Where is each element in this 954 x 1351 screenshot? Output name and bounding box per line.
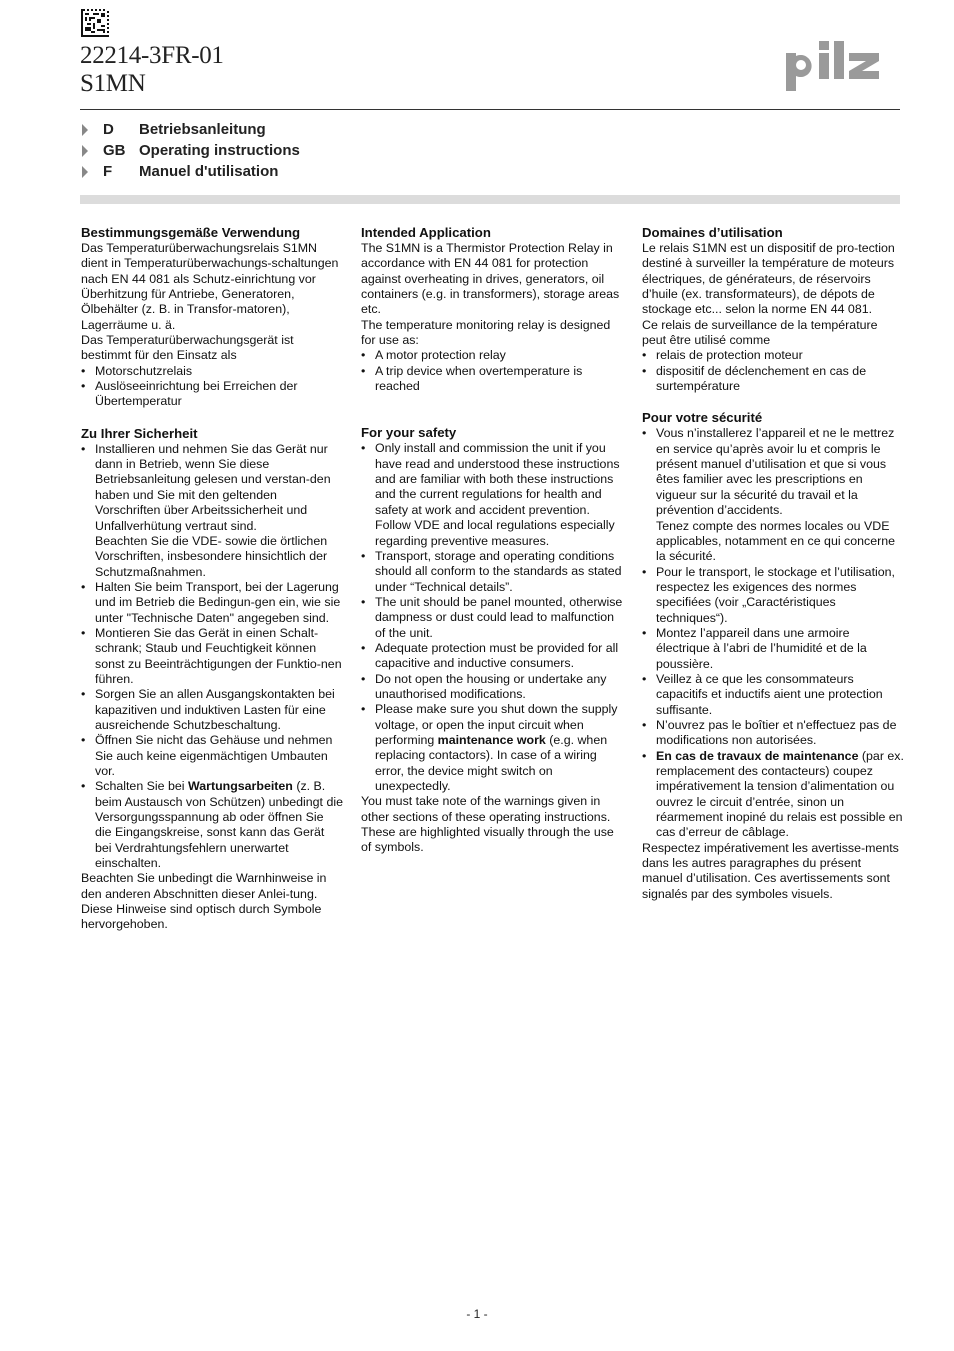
section-title-application: Intended Application: [361, 225, 491, 240]
safety-list: [642, 426, 904, 840]
list-item-text: (e.g. when replacing contactors). In case of a wiring error, the device might switch on unexpectedly.: [375, 732, 608, 793]
column-french: [642, 225, 904, 902]
safety-closing-paragraph: You must take note of the warnings given in other sections of these operating instructions. These are highlighted visually through the use of symbols.: [361, 794, 614, 855]
safety-closing-paragraph: Beachten Sie unbedingt die Warnhinweise in den anderen Abschnitten dieser Anlei-tung. Diese Hinweise sind optisch durch Symbole hervorgehoben.: [81, 871, 327, 932]
section-title-safety: Zu Ihrer Sicherheit: [81, 425, 198, 441]
list-item: [642, 426, 904, 564]
list-item: • Veillez à ce que les consommateurs capacitifs et inductifs aient une protection suffisante.: [642, 672, 904, 718]
section-title-safety: Pour votre sécurité: [642, 410, 763, 426]
list-item-text: (par ex. remplacement des contacteurs) coupez impérativement la tension d’alimentation ou ouvrez le circuit d’entrée, sinon un réarmement inopiné du relais est possible en cas d’erreur de câblage.: [656, 748, 904, 840]
language-item-f[interactable]: [82, 161, 300, 182]
list-item: • The unit should be panel mounted, otherwise dampness or dust could lead to malfunction of the unit.: [361, 595, 623, 641]
datamatrix-code-icon: [81, 9, 109, 37]
list-item: [81, 442, 343, 580]
header-divider: [80, 109, 900, 110]
list-item: • Öffnen Sie nicht das Gehäuse und nehmen Sie auch keine eigenmächtigen Umbauten vor.: [81, 733, 343, 779]
language-code: F: [103, 163, 113, 180]
application-paragraph: Das Temperaturüberwachungsrelais S1MN dient in Temperaturüberwachungs-schaltungen nach EN 44 081 als Schutz-einrichtung vor Überhitzung für Antriebe, Generatoren, Ölbehälter (z. B. in Transfor-matoren), Lagerräume u. ä.: [81, 241, 339, 332]
list-item-text: (z. B. beim Austausch von Schützen) unbedingt die Versorgungsspannung ab oder öffnen Sie die Eingangskreise, sonst kann das Gerät bei Verdrahtungsfehlern unerwartet einschalten.: [95, 779, 343, 871]
document-header: [80, 42, 224, 98]
language-list: [82, 119, 300, 182]
language-item-de[interactable]: [82, 119, 300, 140]
column-english: [361, 225, 623, 856]
list-item-note: Tenez compte des normes locales ou VDE applicables, notamment en ce qui concerne la sécurité.: [656, 518, 896, 564]
language-label: Manuel d'utilisation: [139, 163, 279, 180]
list-item: • Pour le transport, le stockage et l’utilisation, respectez les exigences des normes specifiées (voir „Caractéristiques techniques“).: [642, 565, 904, 626]
pilz-logo: [786, 41, 902, 91]
section-title-application: Domaines d’utilisation: [642, 225, 783, 240]
list-item: [361, 702, 623, 794]
application-list: [81, 364, 343, 410]
application-paragraph: Le relais S1MN est un dispositif de pro-tection destiné à surveiller la température de moteurs électriques, de générateurs, de réservoirs d’huile (ex. transformateurs), de dépots de stockage etc... selon la norme EN 44 081.: [642, 241, 895, 317]
emphasis-text: maintenance work: [437, 732, 546, 747]
list-item: • relais de protection moteur: [642, 348, 904, 363]
list-item: • Motorschutzrelais: [81, 364, 343, 379]
page-number: - 1 -: [466, 1307, 488, 1321]
list-item: [642, 749, 904, 841]
application-paragraph: Das Temperaturüberwachungsgerät ist bestimmt für den Einsatz als: [81, 333, 294, 363]
list-item: • N’ouvrez pas le boîtier et n'effectuez pas de modifications non autorisées.: [642, 718, 904, 749]
section-title-safety: For your safety: [361, 425, 457, 441]
list-item: • Auslöseeinrichtung bei Erreichen der Übertemperatur: [81, 379, 343, 410]
language-label: Operating instructions: [139, 142, 300, 159]
application-paragraph: The temperature monitoring relay is designed for use as:: [361, 317, 611, 348]
list-item: • Sorgen Sie an allen Ausgangskontakten bei kapazitiven und induktiven Lasten für eine ausreichende Schutzbeschaltung.: [81, 687, 343, 733]
list-item: • A trip device when overtemperature is reached: [361, 364, 623, 395]
application-list: [642, 348, 904, 394]
safety-closing-paragraph: Respectez impérativement les avertisse-ments dans les autres paragraphes du présent manuel d’utilisation. Ces avertissements sont signalés par des symboles visuels.: [642, 840, 899, 901]
application-paragraph: Ce relais de surveillance de la température peut être utilisé comme: [642, 317, 878, 348]
arrow-right-icon: [82, 166, 88, 178]
list-item-text: Vous n’installerez l’appareil et ne le mettrez en service qu’après avoir lu et compris le présent manuel d’utilisation et que si vous êtes familier avec les prescriptions en vigueur sur la sécurité du travail et la prévention d’accidents.: [656, 426, 895, 518]
list-item-note: Follow VDE and local regulations especially regarding preventive measures.: [375, 518, 615, 548]
language-code: GB: [103, 142, 126, 159]
language-label: Betriebsanleitung: [139, 121, 266, 138]
list-item: [361, 441, 623, 548]
emphasis-text: En cas de travaux de maintenance: [656, 748, 859, 763]
safety-list: [361, 441, 623, 794]
document-number: 22214-3FR-01: [80, 42, 224, 69]
list-item-text: Installieren und nehmen Sie das Gerät nur dann in Betrieb, wenn Sie diese Betriebsanleitung gelesen und verstan-den haben und Sie mit den geltenden Vorschriften über Arbeitssicherheit und Unfallverhütung vertraut sind.: [95, 441, 331, 533]
list-item: • Do not open the housing or undertake any unauthorised modifications.: [361, 672, 623, 703]
list-item: • Halten Sie beim Transport, bei der Lagerung und im Betrieb die Bedingun-gen ein, wie sie unter "Technische Daten" angegeben sind.: [81, 580, 343, 626]
application-paragraph: The S1MN is a Thermistor Protection Relay in accordance with EN 44 081 for protection against overheating in drives, generators, oil containers (e.g. in transformers), storage areas etc.: [361, 241, 620, 317]
emphasis-text: Wartungsarbeiten: [188, 779, 293, 794]
list-item-note: Beachten Sie die VDE- sowie die örtlichen Vorschriften, insbesondere hinsichtlich der Schutzmaßnahmen.: [95, 533, 328, 579]
list-item: • Montez l’appareil dans une armoire électrique à l’abri de l’humidité et de la poussière.: [642, 626, 904, 672]
list-item-text: Schalten Sie bei: [95, 779, 188, 794]
safety-list: [81, 442, 343, 872]
list-item-text: Please make sure you shut down the supply voltage, or open the input circuit when performing: [375, 702, 618, 747]
product-name: S1MN: [80, 70, 146, 97]
list-item: • Adequate protection must be provided for all capacitive and inductive consumers.: [361, 641, 623, 672]
list-item: • Transport, storage and operating conditions should all conform to the standards as stated under “Technical details”.: [361, 549, 623, 595]
arrow-right-icon: [82, 124, 88, 136]
list-item: [81, 779, 343, 871]
list-item: • A motor protection relay: [361, 348, 623, 363]
section-band: [80, 195, 900, 204]
column-german: [81, 225, 343, 933]
list-item: • Montieren Sie das Gerät in einen Schalt-schrank; Staub und Feuchtigkeit können sonst zu Beeinträchtigungen der Funktio-nen führen.: [81, 626, 343, 687]
list-item-text: Only install and commission the unit if you have read and understood these instructions and are familiar with both these instructions and the current regulations for health and safety at work and accident prevention.: [375, 441, 620, 517]
application-list: [361, 348, 623, 394]
language-item-gb[interactable]: [82, 140, 300, 161]
list-item: • dispositif de déclenchement en cas de surtempérature: [642, 364, 904, 395]
section-title-application: Bestimmungsgemäße Verwendung: [81, 225, 301, 240]
arrow-right-icon: [82, 145, 88, 157]
language-code: D: [103, 121, 114, 138]
